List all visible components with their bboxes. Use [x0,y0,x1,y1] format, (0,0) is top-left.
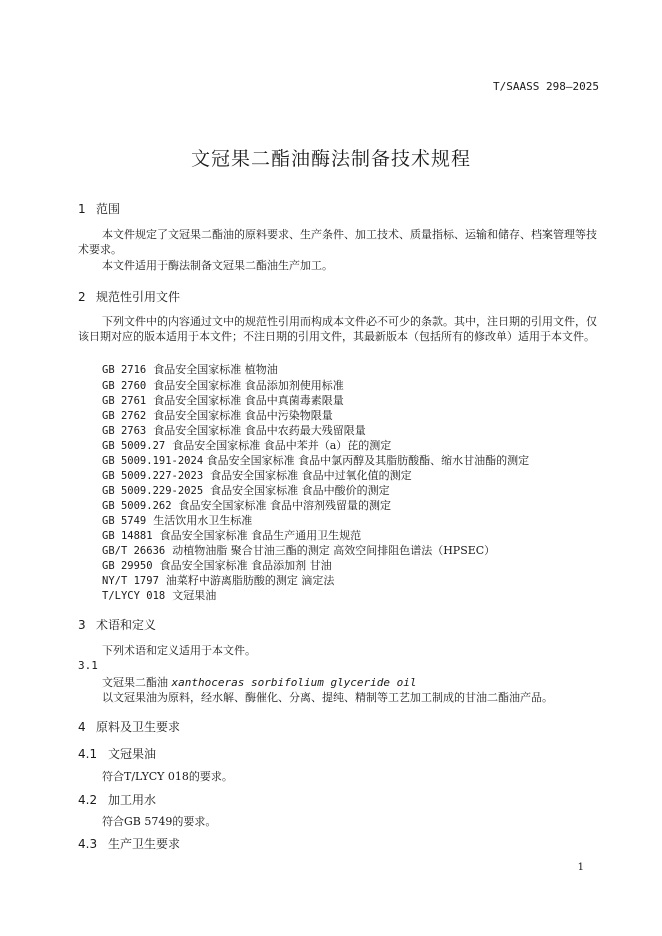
reference-item: NY/T 1797 油菜籽中游离脂肪酸的测定 滴定法 [102,574,335,587]
reference-item: GB 5009.229-2025 食品安全国家标准 食品中酸价的测定 [102,484,390,497]
reference-item: GB 5009.262 食品安全国家标准 食品中溶剂残留量的测定 [102,499,392,512]
document-title: 文冠果二酯油酶法制备技术规程 [190,148,471,170]
term-name: 文冠果二酯油 xanthoceras sorbifolium glyceride oil [102,676,417,689]
paragraph: 本文件规定了文冠果二酯油的原料要求、生产条件、加工技术、质量指标、运输和储存、档案管理等技术要求。 [78,228,597,256]
reference-item: GB 5009.191-2024 食品安全国家标准 食品中氯丙醇及其脂肪酸酯、缩水甘油酯的测定 [102,454,530,467]
reference-item: GB 2761 食品安全国家标准 食品中真菌毒素限量 [102,394,344,407]
section-1-heading [78,200,120,217]
subsection-4-3-heading: 4.3 生产卫生要求 [78,837,181,851]
reference-item: GB 29950 食品安全国家标准 食品添加剂 甘油 [102,559,332,572]
subsection-text: 符合GB 5749的要求。 [102,815,217,828]
term-definition: 以文冠果油为原料，经水解、酶催化、分离、提纯、精制等工艺加工制成的甘油二酯油产品。 [102,691,553,704]
reference-item: GB 14881 食品安全国家标准 食品生产通用卫生规范 [102,529,362,542]
subsection-text: 符合T/LYCY 018的要求。 [102,770,233,783]
section-title: 规范性引用文件 [96,290,181,304]
reference-item: T/LYCY 018 文冠果油 [102,589,217,602]
section-number: 1 [78,202,86,216]
section-number: 3 [78,618,86,632]
reference-item: GB 2763 食品安全国家标准 食品中农药最大残留限量 [102,424,366,437]
section-number: 4 [78,720,86,734]
section-2-heading [78,288,180,305]
standard-code: T/SAASS 298—2025 [493,80,599,93]
reference-item: GB 5749 生活饮用水卫生标准 [102,514,253,527]
reference-item: GB 2762 食品安全国家标准 食品中污染物限量 [102,409,333,422]
reference-item: GB/T 26636 动植物油脂 聚合甘油三酯的测定 高效空间排阻色谱法（HPSEC） [102,544,496,557]
section-title: 原料及卫生要求 [96,720,181,734]
page-number: 1 [577,862,584,873]
paragraph: 下列术语和定义适用于本文件。 [102,644,256,657]
subsection-4-1-heading: 4.1 文冠果油 [78,747,157,761]
term-number: 3.1 [78,659,98,672]
section-title: 范围 [96,202,121,216]
section-4-heading [78,718,180,735]
reference-item: GB 5009.227-2023 食品安全国家标准 食品中过氧化值的测定 [102,469,412,482]
reference-item: GB 2716 食品安全国家标准 植物油 [102,363,278,376]
section-title: 术语和定义 [96,618,157,632]
subsection-4-2-heading: 4.2 加工用水 [78,793,157,807]
paragraph: 下列文件中的内容通过文中的规范性引用而构成本文件必不可少的条款。其中，注日期的引用文件，仅该日期对应的版本适用于本文件；不注日期的引用文件，其最新版本（包括所有的修改单）适用于本文件。 [78,315,597,343]
reference-item: GB 2760 食品安全国家标准 食品添加剂使用标准 [102,379,344,392]
paragraph: 本文件适用于酶法制备文冠果二酯油生产加工。 [102,259,333,272]
section-number: 2 [78,290,86,304]
reference-item: GB 5009.27 食品安全国家标准 食品中苯并（a）芘的测定 [102,439,392,452]
section-3-heading [78,616,156,633]
